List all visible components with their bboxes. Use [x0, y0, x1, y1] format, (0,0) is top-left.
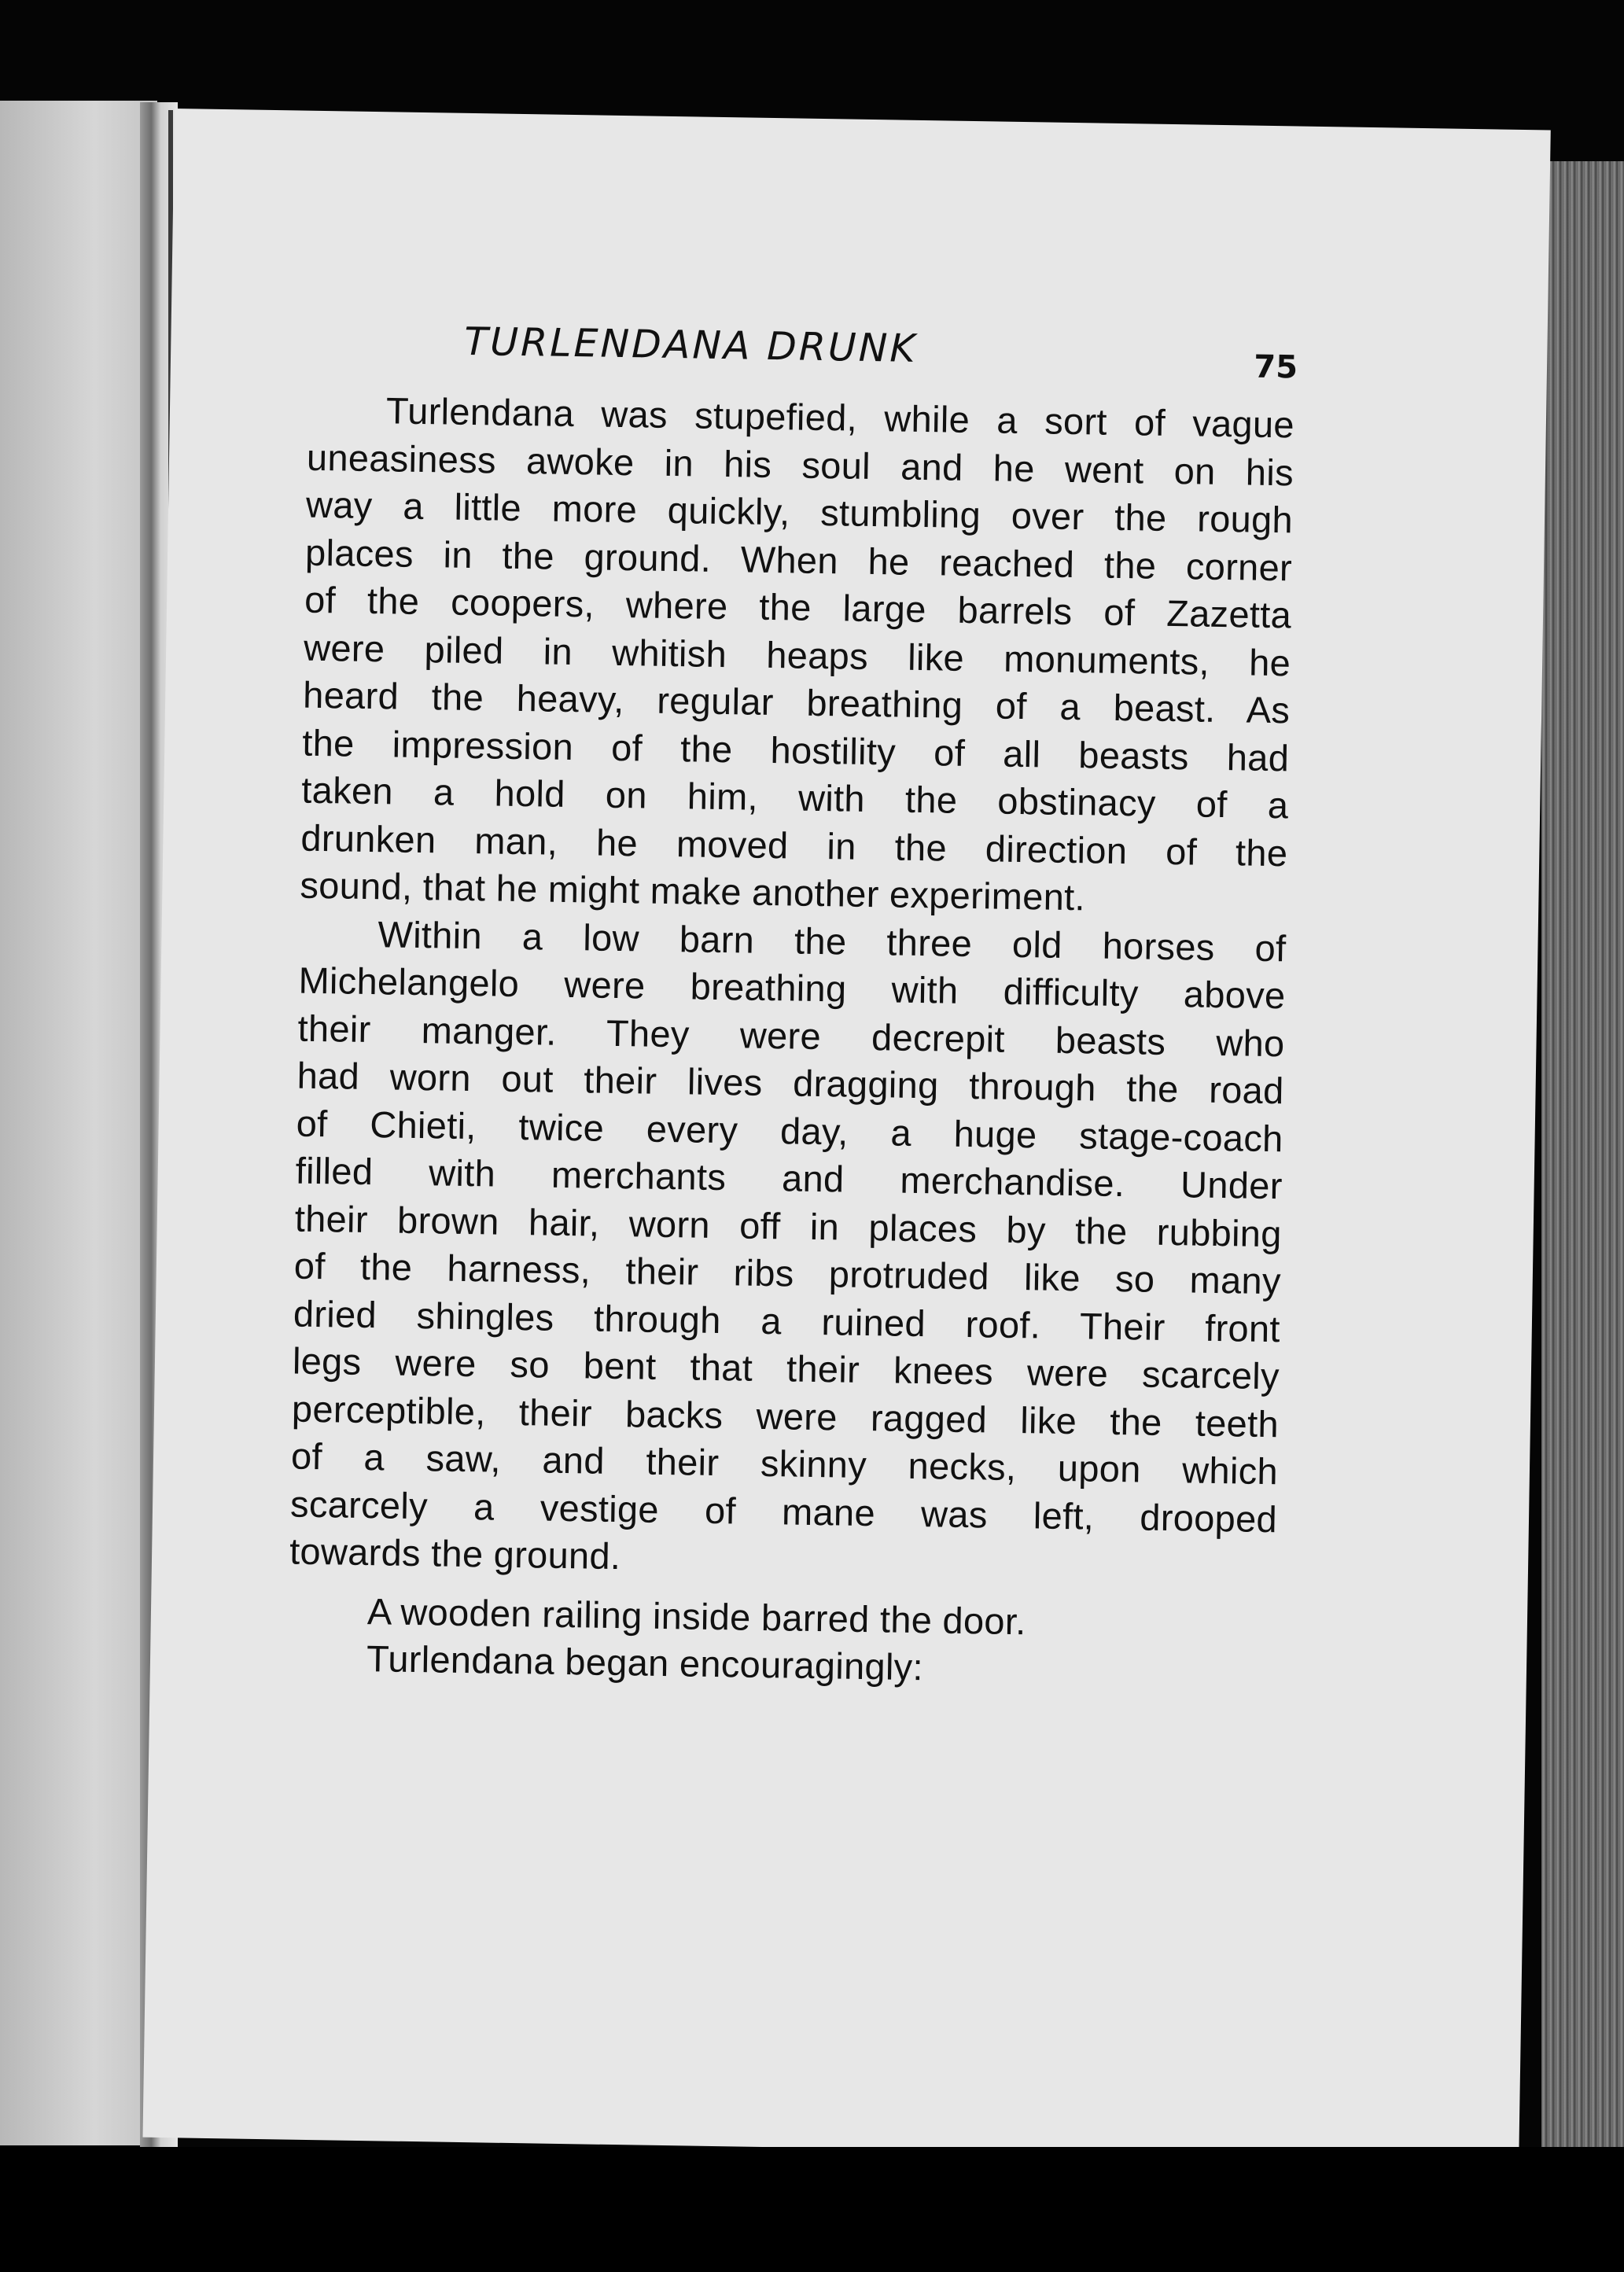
text-line: places in the ground. When he reached the corner [304, 531, 1293, 588]
text-line: the impression of the hostility of all beasts had [301, 721, 1290, 779]
body-text [288, 386, 1295, 1697]
text-line: drunken man, he moved in the direction of the [300, 816, 1288, 874]
text-line: of a saw, and their skinny necks, upon which [290, 1434, 1279, 1493]
text-line: taken a hold on him, with the obstinacy of a [300, 768, 1289, 827]
text-line: their manger. They were decrepit beasts who [297, 1007, 1285, 1064]
text-line: A wooden railing inside barred the door. [366, 1589, 1027, 1642]
text-line: dried shingles through a ruined roof. Their front [293, 1292, 1281, 1350]
text-line: sound, that he might make another experiment. [300, 864, 1086, 919]
text-line: their brown hair, worn off in places by the rubbing [294, 1197, 1283, 1254]
text-line: of Chieti, twice every day, a huge stage-coach [296, 1102, 1284, 1159]
text-line: heard the heavy, regular breathing of a beast. As [302, 673, 1291, 731]
running-head [311, 317, 1298, 388]
text-line: Turlendana began encouragingly: [366, 1637, 924, 1688]
text-line: were piled in whitish heaps like monuments, he [303, 626, 1291, 683]
text-line: of the harness, their ribs protruded like so many [293, 1244, 1282, 1302]
text-line: Within a low barn the three old horses of [377, 912, 1287, 969]
text-line: uneasiness awoke in his soul and he went on his [306, 436, 1294, 493]
text-line: way a little more quickly, stumbling over the rough [305, 483, 1294, 541]
text-line: scarcely a vestige of mane was left, drooped [289, 1482, 1278, 1540]
running-title: TURLENDANA DRUNK [463, 319, 918, 371]
book-page [142, 109, 1550, 2159]
page-number: 75 [1253, 348, 1298, 386]
text-line: Michelangelo were breathing with difficulty above [298, 959, 1286, 1017]
scan-bottom-border [0, 2147, 1624, 2272]
text-line: had worn out their lives dragging through the road [296, 1054, 1284, 1112]
text-line: filled with merchants and merchandise. Under [295, 1149, 1283, 1207]
text-line: of the coopers, where the large barrels of Zazetta [304, 578, 1292, 636]
page-stack-edges [1541, 161, 1624, 2206]
text-line: towards the ground. [289, 1530, 621, 1578]
text-line: legs were so bent that their knees were scarcely [292, 1339, 1280, 1397]
text-line: perceptible, their backs were ragged like the teeth [291, 1387, 1280, 1445]
text-line: Turlendana was stupefied, while a sort of vague [385, 389, 1295, 446]
previous-page-edge [0, 101, 157, 2145]
